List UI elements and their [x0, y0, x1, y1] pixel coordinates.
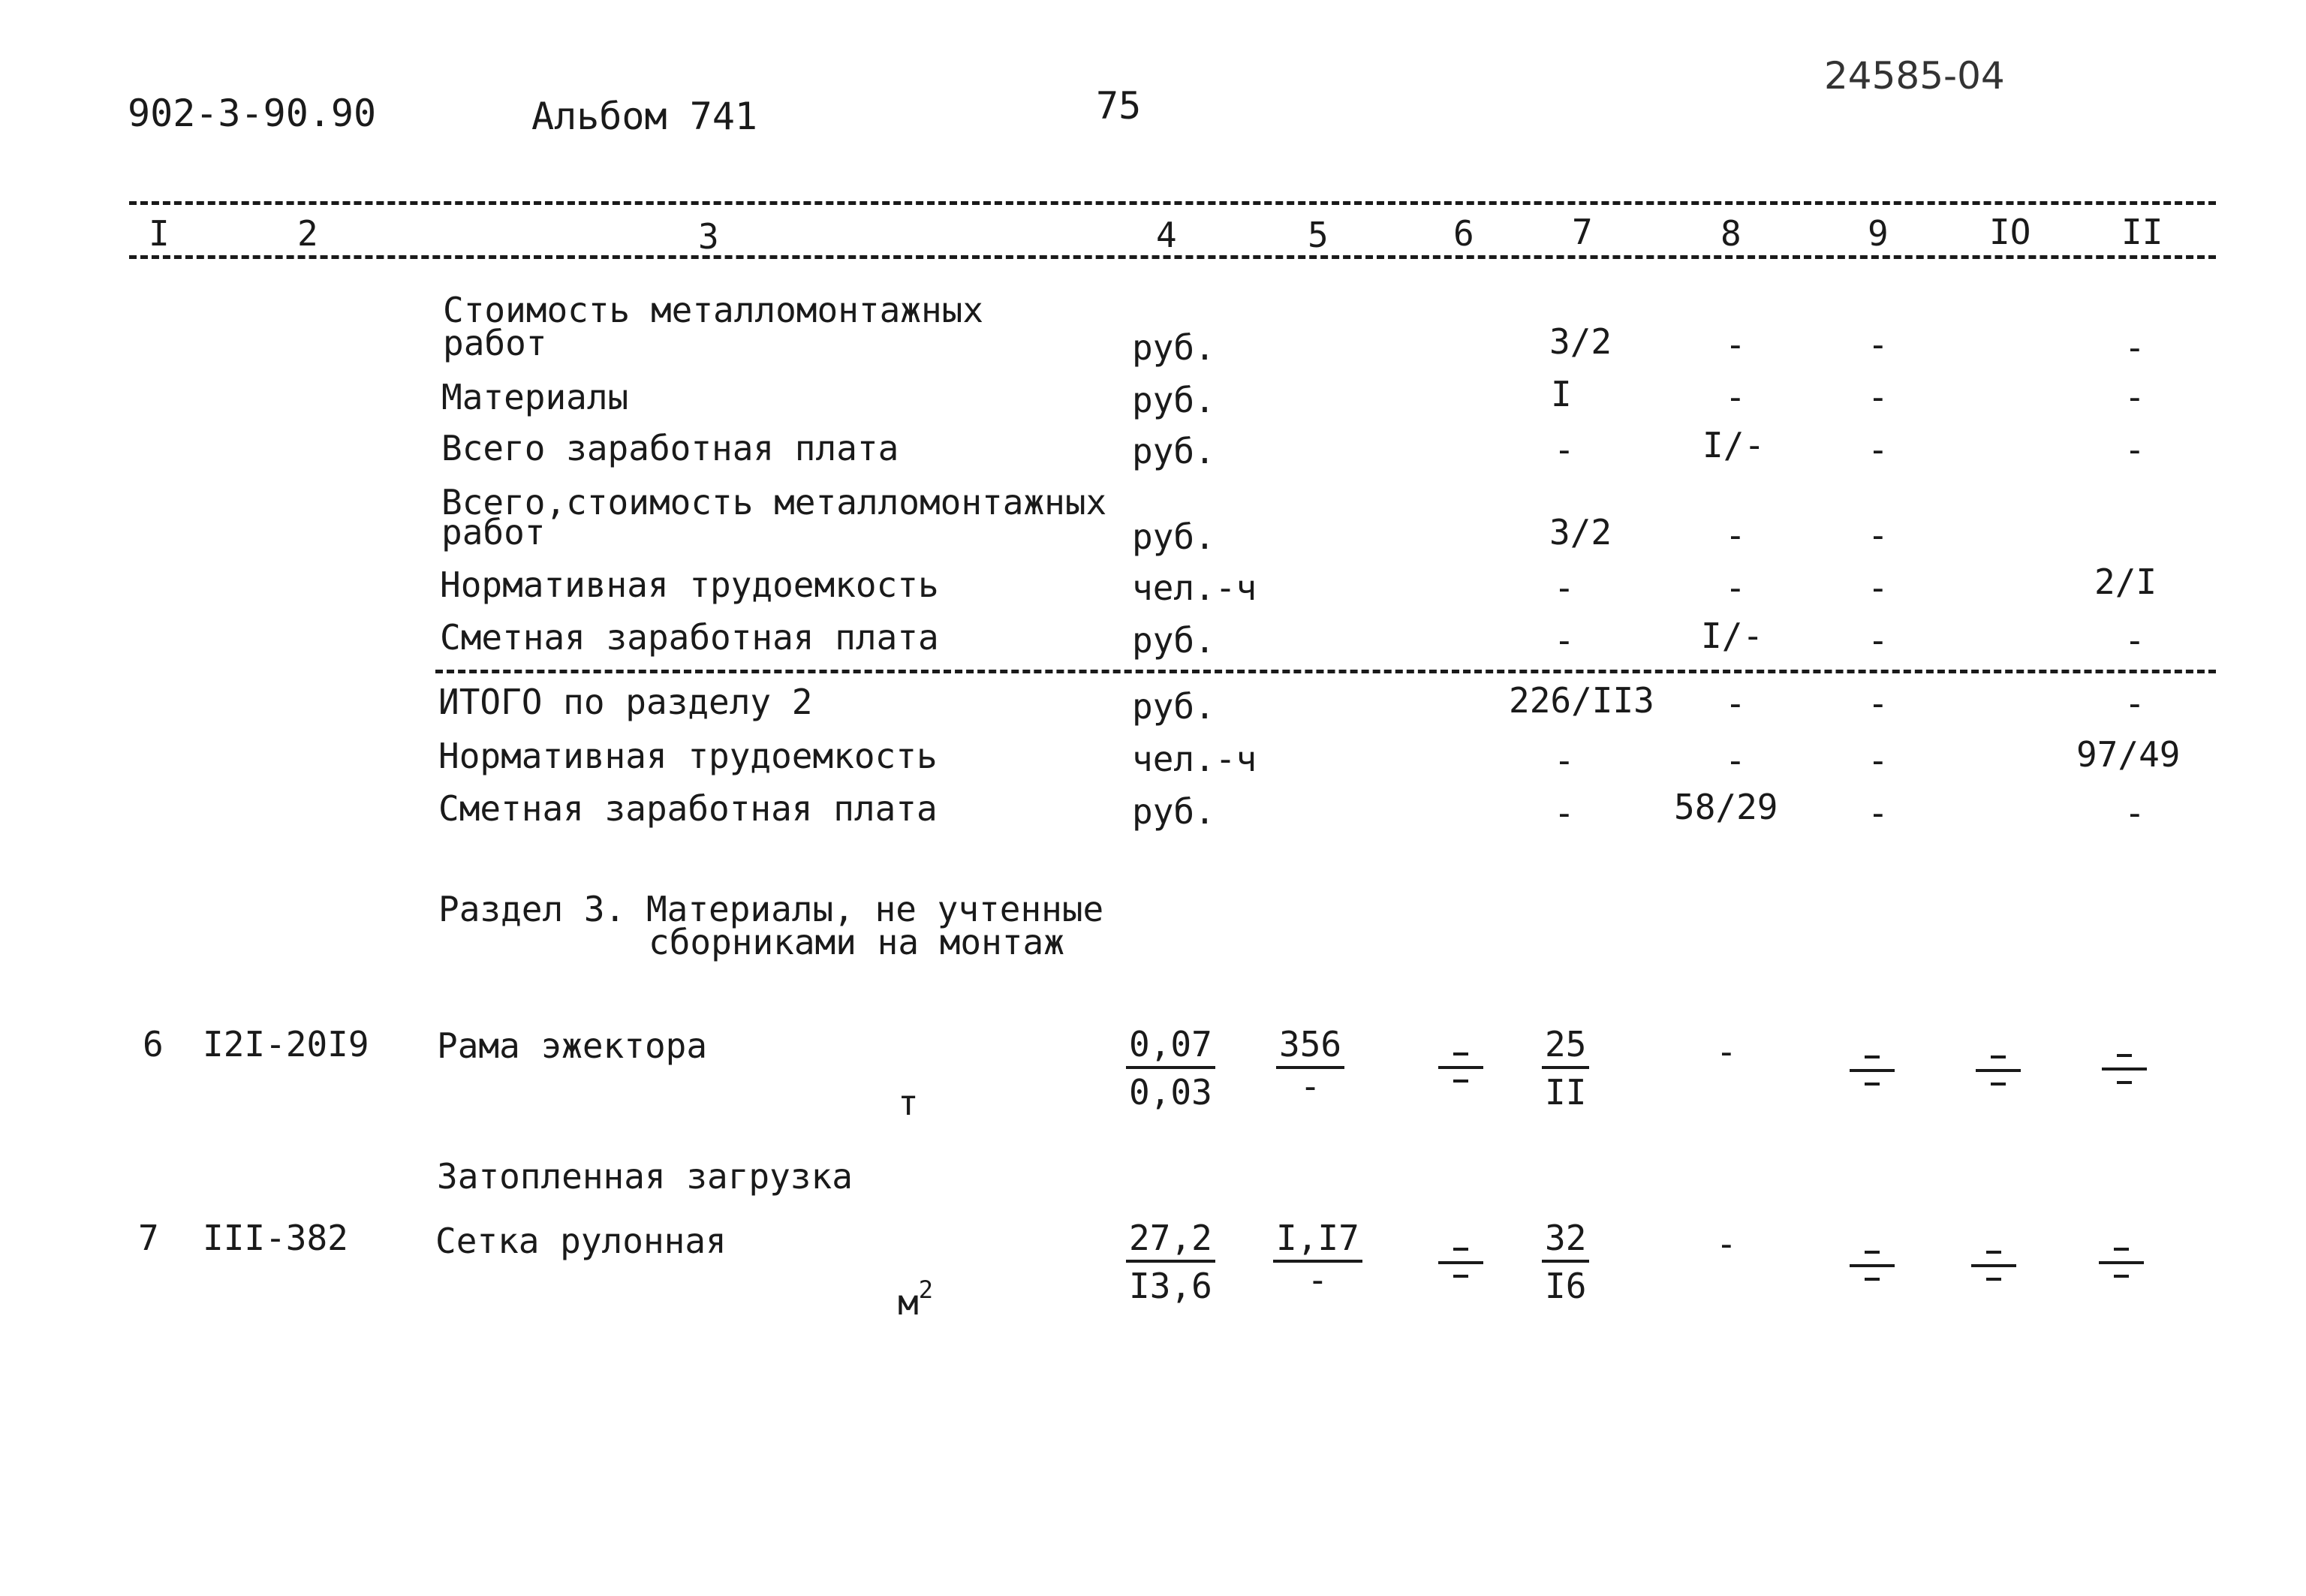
cell-col9: -: [1868, 324, 1889, 365]
cell-col11: 2/I: [2094, 562, 2157, 602]
item-number: 6: [143, 1024, 164, 1065]
cell-col9: -: [1868, 793, 1889, 833]
cell-col8: -: [1725, 683, 1746, 724]
row-name: Нормативная трудоемкость: [440, 565, 939, 605]
col-header-7: 7: [1572, 212, 1593, 252]
row-unit: руб.: [1132, 620, 1215, 661]
cell-col7: -: [1554, 568, 1575, 608]
cell-col9: -: [1868, 377, 1889, 417]
row-unit: руб.: [1132, 791, 1215, 832]
cell-col7: 3/2: [1549, 512, 1612, 553]
empty-fraction-col9: [1850, 1048, 1895, 1093]
empty-fraction-col11: [2099, 1240, 2144, 1285]
cell-col11: -: [2124, 377, 2145, 417]
item-number: 7: [138, 1218, 159, 1258]
item-unit: т: [898, 1083, 919, 1123]
row-name: ИТОГО по разделу 2: [438, 682, 813, 722]
row-name: Нормативная трудоемкость: [438, 736, 938, 776]
item-code: III-382: [203, 1218, 348, 1258]
row-name: работ: [441, 512, 546, 553]
cell-col8: I/-: [1702, 425, 1766, 465]
row-unit: руб.: [1132, 380, 1215, 420]
cost-numerator: 25: [1542, 1027, 1589, 1069]
col-header-1: I: [149, 213, 170, 254]
archive-stamp: 24585-04: [1824, 54, 2005, 98]
cell-col8: -: [1725, 740, 1746, 781]
row-name: Сметная заработная плата: [440, 617, 939, 658]
row-name: Всего,стоимость металломонтажных: [441, 482, 1107, 522]
cell-col11: -: [2124, 327, 2145, 368]
unit-base: м: [898, 1282, 919, 1323]
row-unit: чел.-ч: [1132, 739, 1257, 779]
item-unit: [898, 1275, 933, 1323]
empty-fraction-col10: [1976, 1048, 2021, 1093]
quantity-denominator: 0,03: [1129, 1072, 1212, 1113]
cell-col7: -: [1554, 620, 1575, 661]
empty-fraction-col6: [1438, 1045, 1483, 1090]
row-unit: чел.-ч: [1132, 568, 1257, 608]
cell-col11: -: [2124, 429, 2145, 470]
cell-col9: -: [1868, 620, 1889, 661]
cell-col11: -: [2124, 793, 2145, 833]
header-bottom-rule: [129, 255, 2216, 259]
cell-col7: I: [1551, 374, 1572, 414]
quantity-fraction: [1126, 1218, 1215, 1306]
item-name: Сетка рулонная: [435, 1221, 727, 1261]
section-3-heading-cont: сборниками на монтаж: [649, 922, 1064, 962]
col-header-11: II: [2121, 212, 2163, 252]
cost-numerator: 32: [1542, 1221, 1589, 1263]
price-numerator: I,I7: [1273, 1221, 1362, 1263]
cell-col11: -: [2124, 620, 2145, 661]
price-denominator: -: [1307, 1260, 1329, 1300]
cell-col8: -: [1716, 1224, 1737, 1264]
totals-divider: [435, 670, 2216, 673]
album-number: Альбом 741: [531, 95, 758, 138]
row-name: Материалы: [441, 377, 629, 417]
cost-fraction: [1542, 1024, 1589, 1113]
cell-col7: -: [1554, 793, 1575, 833]
col-header-6: 6: [1453, 213, 1474, 254]
cell-col8: 58/29: [1674, 787, 1778, 827]
cell-col8: -: [1725, 515, 1746, 556]
cell-col8: -: [1725, 377, 1746, 417]
price-numerator: 356: [1276, 1027, 1344, 1069]
cell-col8: -: [1725, 324, 1746, 365]
material-subheading: Затопленная загрузка: [437, 1156, 853, 1197]
col-header-2: 2: [297, 213, 318, 254]
cell-col9: -: [1868, 429, 1889, 470]
cell-col7: 226/II3: [1509, 680, 1654, 721]
cell-col7: -: [1554, 429, 1575, 470]
document-code: 902-3-90.90: [128, 92, 377, 135]
row-name: Стоимость металломонтажных: [443, 290, 984, 330]
quantity-numerator: 27,2: [1126, 1221, 1215, 1263]
col-header-4: 4: [1156, 215, 1177, 255]
row-name: работ: [443, 323, 547, 363]
col-header-3: 3: [698, 216, 719, 257]
cell-col8: I/-: [1701, 616, 1764, 656]
row-unit: руб.: [1132, 327, 1215, 368]
price-denominator: -: [1299, 1066, 1321, 1107]
cell-col9: -: [1868, 515, 1889, 556]
empty-fraction-col6: [1438, 1240, 1483, 1285]
quantity-numerator: 0,07: [1126, 1027, 1215, 1069]
col-header-10: IO: [1989, 212, 2031, 252]
cell-col9: -: [1868, 740, 1889, 781]
section-3-heading: Раздел 3. Материалы, не учтенные: [438, 889, 1104, 929]
row-unit: руб.: [1132, 516, 1215, 557]
cell-col7: 3/2: [1549, 321, 1612, 362]
empty-fraction-col9: [1850, 1243, 1895, 1288]
row-unit: руб.: [1132, 686, 1215, 727]
header-top-rule: [129, 201, 2216, 205]
empty-fraction-col10: [1971, 1243, 2016, 1288]
col-header-8: 8: [1720, 213, 1742, 254]
cell-col8: -: [1716, 1031, 1737, 1072]
item-name: Рама эжектора: [437, 1025, 708, 1066]
cell-col11: 97/49: [2076, 734, 2181, 775]
row-name: Всего заработная плата: [441, 428, 899, 468]
cell-col11: -: [2124, 683, 2145, 724]
cost-fraction: [1542, 1218, 1589, 1306]
empty-fraction-col11: [2102, 1046, 2147, 1092]
price-fraction: [1273, 1218, 1362, 1300]
page-number: 75: [1096, 84, 1142, 128]
quantity-fraction: [1126, 1024, 1215, 1113]
item-code: I2I-20I9: [203, 1024, 369, 1065]
row-name: Сметная заработная плата: [438, 788, 938, 829]
col-header-5: 5: [1308, 215, 1329, 255]
cell-col9: -: [1868, 683, 1889, 724]
cost-denominator: I6: [1545, 1266, 1587, 1306]
col-header-9: 9: [1868, 213, 1889, 254]
cell-col8: -: [1725, 568, 1746, 608]
quantity-denominator: I3,6: [1129, 1266, 1212, 1306]
price-fraction: [1276, 1024, 1344, 1107]
row-unit: руб.: [1132, 431, 1215, 471]
cost-denominator: II: [1545, 1072, 1587, 1113]
unit-exponent: 2: [918, 1275, 933, 1304]
cell-col9: -: [1868, 568, 1889, 608]
cell-col7: -: [1554, 740, 1575, 781]
